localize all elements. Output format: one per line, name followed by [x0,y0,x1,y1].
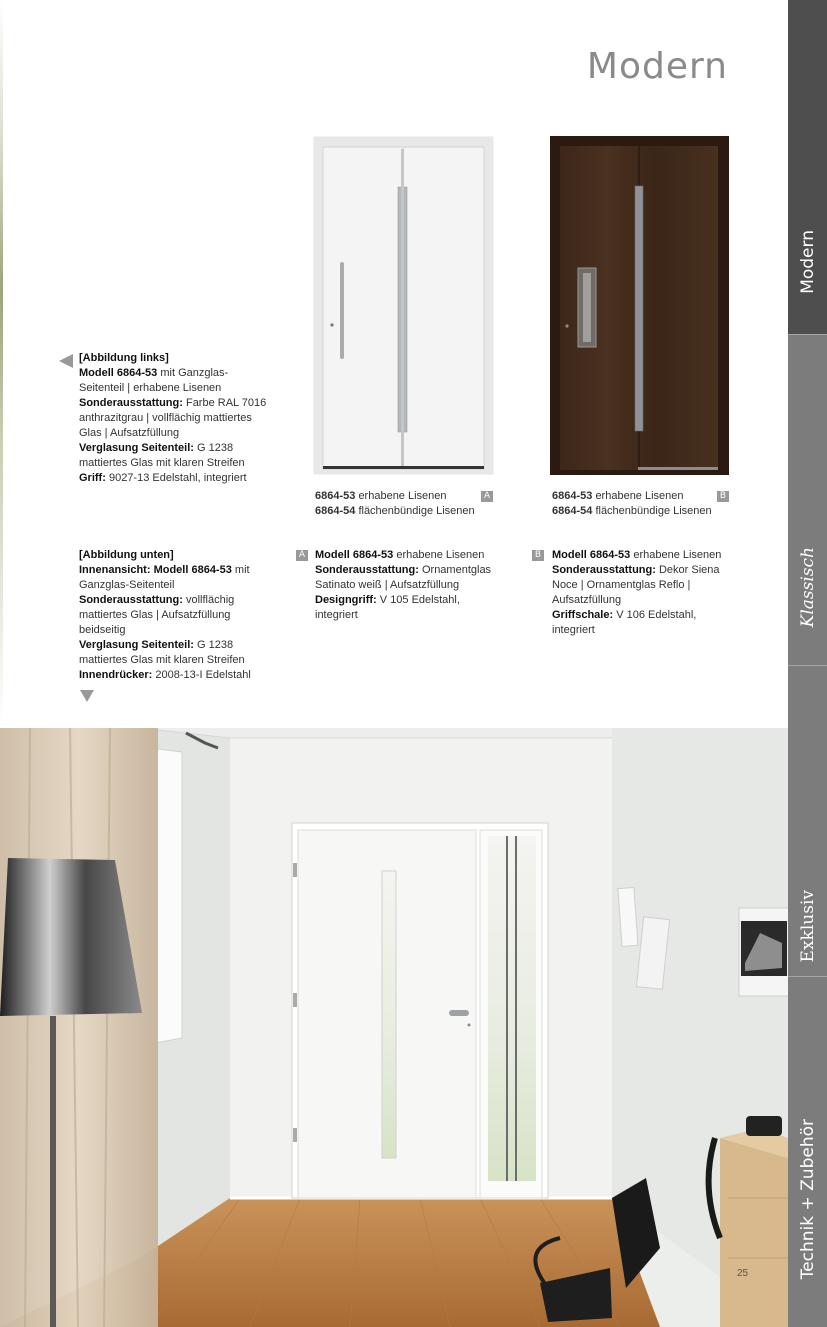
bottom-description: [Abbildung unten] Innenansicht: Modell 6864-53 mit Ganzglas-Seitenteil Sonderausstattung: vollflächig mattiertes Glas | Aufsatzfüllung beidseitig Verglasung Seitenteil: G 1238 mattiertes Glas mit klaren Streifen Innendrücker: 2008-13-I Edelstahl [79,549,251,681]
page-title: Modern [586,46,728,87]
door-b-badge: B [717,491,729,502]
door-b-caption: 6864-53 erhabene Lisenen 6864-54 flächenbündige Lisenen [552,490,712,517]
sidebar-section-modern[interactable] [788,0,827,334]
door-a-badge: A [481,491,493,502]
interior-photo [0,728,788,1327]
left-heading: [Abbildung links] [79,352,169,364]
left-description: [Abbildung links] Modell 6864-53 mit Ganzglas- Seitenteil | erhabene Lisenen Sonderausstattung: Farbe RAL 7016 anthrazitgrau | vollflächig mattiertes Glas | Aufsatzfüllung Verglasung Seitenteil: G 1238 mattiertes Glas mit klaren Streifen Griff: 9027-13 Edelstahl, integriert [79,352,267,484]
sidebar-label-klassisch: Klassisch [797,546,818,627]
bottom-heading: [Abbildung unten] [79,549,174,561]
door-a-desc-badge: A [296,550,308,561]
door-a-description: Modell 6864-53 erhabene Lisenen Sonderausstattung: Ornamentglas Satinato weiß | Aufsatzfüllung Designgriff: V 105 Edelstahl, integriert [315,549,492,621]
sidebar-section-exklusiv[interactable] [788,666,827,976]
door-b-desc-badge: B [532,550,544,561]
sidebar-label-exklusiv: Exklusiv [797,889,818,962]
door-a-caption: 6864-53 erhabene Lisenen 6864-54 flächenbündige Lisenen [315,490,475,517]
door-a-image [314,137,493,474]
arrow-down-icon [80,689,94,707]
door-b-description: Modell 6864-53 erhabene Lisenen Sonderausstattung: Dekor Siena Noce | Ornamentglas Reflo | Aufsatzfüllung Griffschale: V 106 Edelstahl, integriert [552,549,722,636]
sidebar-section-technik[interactable] [788,977,827,1327]
page-edge-strip [0,0,3,728]
door-b-image [550,136,729,475]
page-number: 25 [737,1268,749,1279]
sidebar-section-klassisch[interactable] [788,335,827,665]
sidebar-label-technik: Technik + Zubehör [797,1118,818,1279]
section-sidebar [788,0,827,1327]
sidebar-label-modern: Modern [797,230,818,294]
arrow-left-icon [59,354,73,373]
